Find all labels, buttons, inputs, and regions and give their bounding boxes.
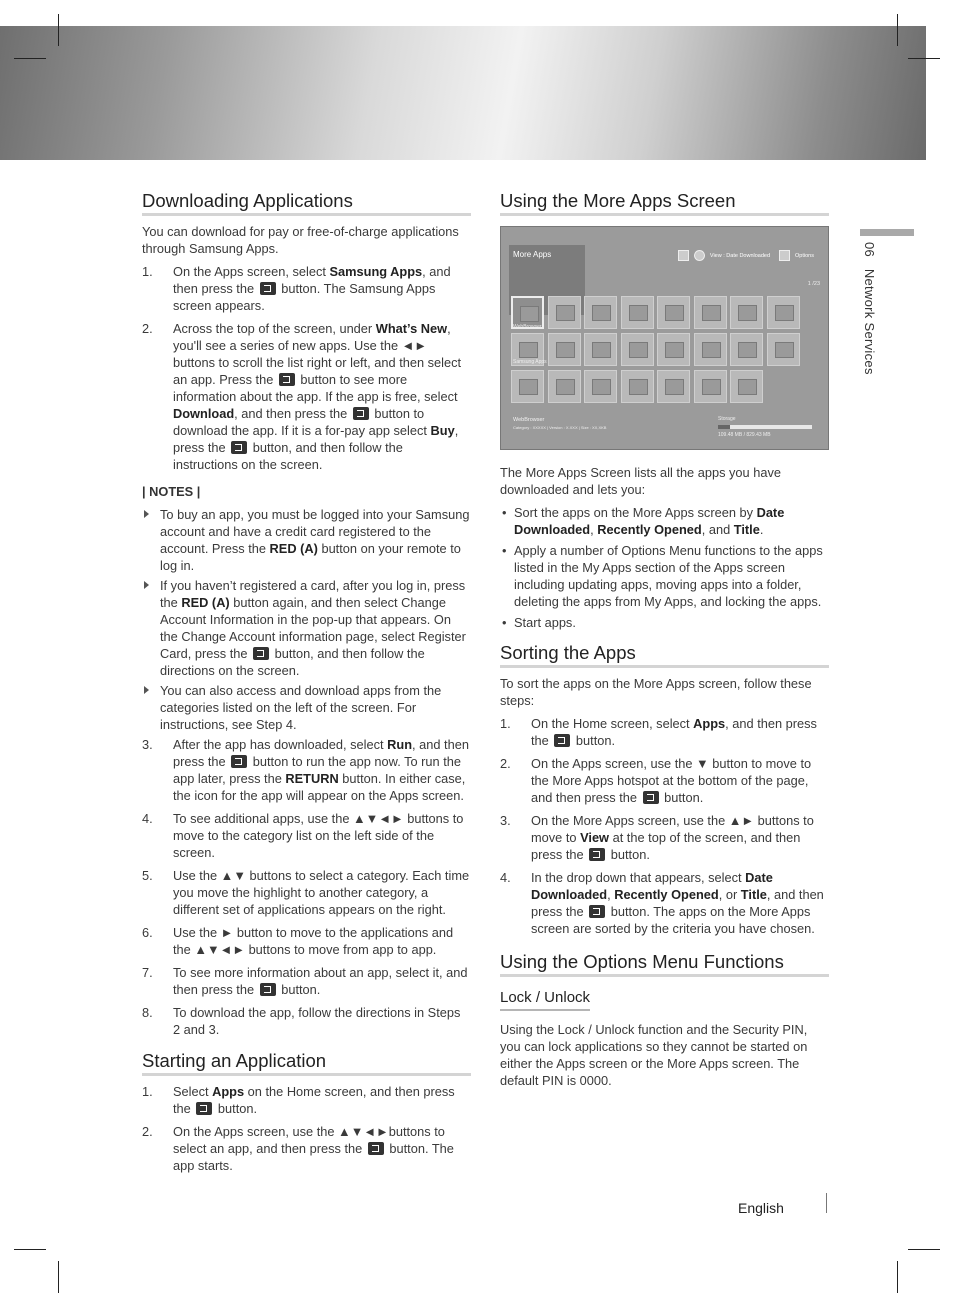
right-column bbox=[500, 192, 829, 223]
app-tile[interactable] bbox=[694, 370, 727, 403]
paragraph: To sort the apps on the More Apps screen, follow these steps: bbox=[500, 676, 812, 708]
header-banner bbox=[0, 26, 926, 160]
app-tile[interactable] bbox=[584, 333, 617, 366]
chapter-label: 06 Network Services bbox=[862, 242, 877, 375]
crop-mark bbox=[908, 58, 940, 59]
crop-mark bbox=[897, 1261, 898, 1293]
section-heading-downloading: Downloading Applications bbox=[142, 192, 471, 216]
crop-mark bbox=[14, 58, 46, 59]
note-item: To buy an app, you must be logged into your Samsung account and have a credit card registered to the account. Press the RED (A) button on your remote to log in. bbox=[142, 506, 471, 574]
step-item: 1. On the Apps screen, select Samsung Apps, and then press the button. The Samsung Apps screen appears. bbox=[142, 264, 451, 313]
app-tile[interactable] bbox=[730, 333, 763, 366]
paragraph: You can download for pay or free-of-charge applications through Samsung Apps. bbox=[142, 224, 459, 256]
enter-button-icon bbox=[260, 983, 276, 996]
left-column bbox=[142, 192, 471, 1180]
row-label: Samsung Apps bbox=[513, 359, 547, 365]
storage-value: 109.48 MB / 829.43 MB bbox=[718, 432, 771, 438]
enter-button-icon bbox=[196, 1102, 212, 1115]
step-item: 2. Across the top of the screen, under What’s New, you'll see a series of new apps. Use the ◄► buttons to scroll the list right or left, and then select an app. Press the button to see more information about the app. If the app is free, select Download, and then press the button to download the app. If it is a for-pay app select Buy, press the button, and then follow the instructions on the screen. bbox=[142, 321, 462, 472]
footer-divider bbox=[826, 1193, 827, 1213]
app-tile[interactable] bbox=[694, 296, 727, 329]
step-item: 4. To see additional apps, use the ▲▼◄► buttons to move to the category list on the left side of the screen. bbox=[142, 811, 464, 860]
note-item: If you haven’t registered a card, after you log in, press the RED (A) button again, and then select Change Account Information in the pop-up that appears. On the Change Account information page, select Register Card, press the button, and then follow the directions on the screen. bbox=[142, 577, 471, 679]
step-item: 8. To download the app, follow the directions in Steps 2 and 3. bbox=[142, 1005, 461, 1037]
note-item: You can also access and download apps from the categories listed on the left of the screen. For instructions, see Step 4. bbox=[142, 682, 471, 733]
storage-label: Storage bbox=[718, 416, 736, 422]
app-tile[interactable] bbox=[657, 296, 690, 329]
crop-mark bbox=[908, 1249, 940, 1250]
options-icon bbox=[779, 250, 790, 261]
app-tile[interactable] bbox=[584, 296, 617, 329]
section-heading-sorting: Sorting the Apps bbox=[500, 644, 829, 668]
crop-mark bbox=[897, 14, 898, 46]
step-item: 1. On the Home screen, select Apps, and then press the button. bbox=[500, 716, 817, 748]
tile-label: WebBrowser bbox=[513, 324, 542, 330]
section-heading-more-apps: Using the More Apps Screen bbox=[500, 192, 829, 216]
enter-button-icon bbox=[279, 373, 295, 386]
step-item: 6. Use the ► button to move to the applications and the ▲▼◄► buttons to move from app to app. bbox=[142, 925, 454, 957]
more-apps-screenshot bbox=[500, 226, 829, 450]
app-tile[interactable] bbox=[657, 370, 690, 403]
enter-button-icon bbox=[589, 848, 605, 861]
selected-app-name: WebBrowser bbox=[513, 417, 545, 423]
view-label: View : Date Downloaded bbox=[709, 252, 771, 259]
app-tile[interactable] bbox=[621, 370, 654, 403]
step-item: 4. In the drop down that appears, select Date Downloaded, Recently Opened, or Title, and then press the button. The apps on the More Apps screen are sorted by the criteria you have chosen. bbox=[500, 870, 824, 936]
footer-language: English bbox=[738, 1200, 784, 1216]
app-tile[interactable] bbox=[767, 296, 800, 329]
app-tile[interactable] bbox=[584, 370, 617, 403]
triangle-bullet-icon bbox=[144, 581, 149, 589]
triangle-bullet-icon bbox=[144, 510, 149, 518]
storage-fill bbox=[718, 425, 730, 429]
app-tile[interactable] bbox=[694, 333, 727, 366]
selected-app-meta: Category : XXXXX | Version : X.XXX | Size : XX,XKB bbox=[513, 425, 607, 430]
enter-button-icon bbox=[231, 441, 247, 454]
section-heading-options: Using the Options Menu Functions bbox=[500, 953, 829, 977]
notes-label: | NOTES | bbox=[142, 484, 201, 499]
user-icon bbox=[678, 250, 689, 261]
screen-title: More Apps bbox=[513, 250, 552, 259]
step-item: 1. Select Apps on the Home screen, and then press the button. bbox=[142, 1084, 455, 1116]
step-item: 5. Use the ▲▼ buttons to select a category. Each time you move the highlight to another category, a different set of applications appears on the right. bbox=[142, 868, 470, 917]
app-tile[interactable] bbox=[657, 333, 690, 366]
app-tile[interactable] bbox=[511, 370, 544, 403]
bullet-item: • Start apps. bbox=[502, 615, 576, 630]
step-item: 3. After the app has downloaded, select Run, and then press the button to run the app now. To run the app later, press the RETURN button. In either case, the icon for the app will appear on the Apps screen. bbox=[142, 737, 469, 803]
app-tile[interactable] bbox=[767, 333, 800, 366]
app-tile[interactable] bbox=[621, 296, 654, 329]
crop-mark bbox=[58, 1261, 59, 1293]
enter-button-icon bbox=[253, 647, 269, 660]
page-indicator: 1 /23 bbox=[807, 281, 820, 287]
screen-toolbar bbox=[678, 250, 814, 261]
step-item: 7. To see more information about an app, select it, and then press the button. bbox=[142, 965, 468, 997]
enter-button-icon bbox=[643, 791, 659, 804]
section-heading-starting: Starting an Application bbox=[142, 1052, 471, 1076]
app-tile[interactable] bbox=[548, 333, 581, 366]
bullet-item: • Apply a number of Options Menu functions to the apps listed in the My Apps section of the Apps screen including updating apps, moving apps into a folder, deleting the apps from My Apps, and locking the apps. bbox=[502, 543, 823, 609]
crop-mark bbox=[14, 1249, 46, 1250]
enter-button-icon bbox=[260, 282, 276, 295]
chapter-tab bbox=[860, 229, 914, 236]
enter-button-icon bbox=[231, 755, 247, 768]
right-column-lower bbox=[500, 464, 829, 1095]
paragraph: The More Apps Screen lists all the apps you have downloaded and lets you: bbox=[500, 465, 781, 497]
storage-bar bbox=[718, 425, 812, 429]
step-item: 3. On the More Apps screen, use the ▲► buttons to move to View at the top of the screen, and then press the button. bbox=[500, 813, 814, 862]
app-tile[interactable] bbox=[621, 333, 654, 366]
enter-button-icon bbox=[368, 1142, 384, 1155]
bullet-item: • Sort the apps on the More Apps screen by Date Downloaded, Recently Opened, and Title. bbox=[502, 505, 785, 537]
enter-button-icon bbox=[353, 407, 369, 420]
paragraph: Using the Lock / Unlock function and the Security PIN, you can lock applications so they cannot be started on either the Apps screen or the More Apps screen. The default PIN is 0000. bbox=[500, 1022, 808, 1088]
app-tile[interactable] bbox=[548, 296, 581, 329]
app-tile[interactable] bbox=[548, 370, 581, 403]
crop-mark bbox=[58, 14, 59, 46]
step-item: 2. On the Apps screen, use the ▲▼◄►buttons to select an app, and then press the button. The app starts. bbox=[142, 1124, 454, 1173]
step-item: 2. On the Apps screen, use the ▼ button to move to the More Apps hotspot at the bottom of the page, and then press the button. bbox=[500, 756, 812, 805]
enter-button-icon bbox=[589, 905, 605, 918]
app-tile[interactable] bbox=[730, 296, 763, 329]
app-tile[interactable] bbox=[730, 370, 763, 403]
options-label: Options bbox=[795, 252, 814, 259]
triangle-bullet-icon bbox=[144, 686, 149, 694]
enter-button-icon bbox=[554, 734, 570, 747]
view-icon bbox=[694, 250, 705, 261]
subheading-lock-unlock: Lock / Unlock bbox=[500, 989, 590, 1011]
